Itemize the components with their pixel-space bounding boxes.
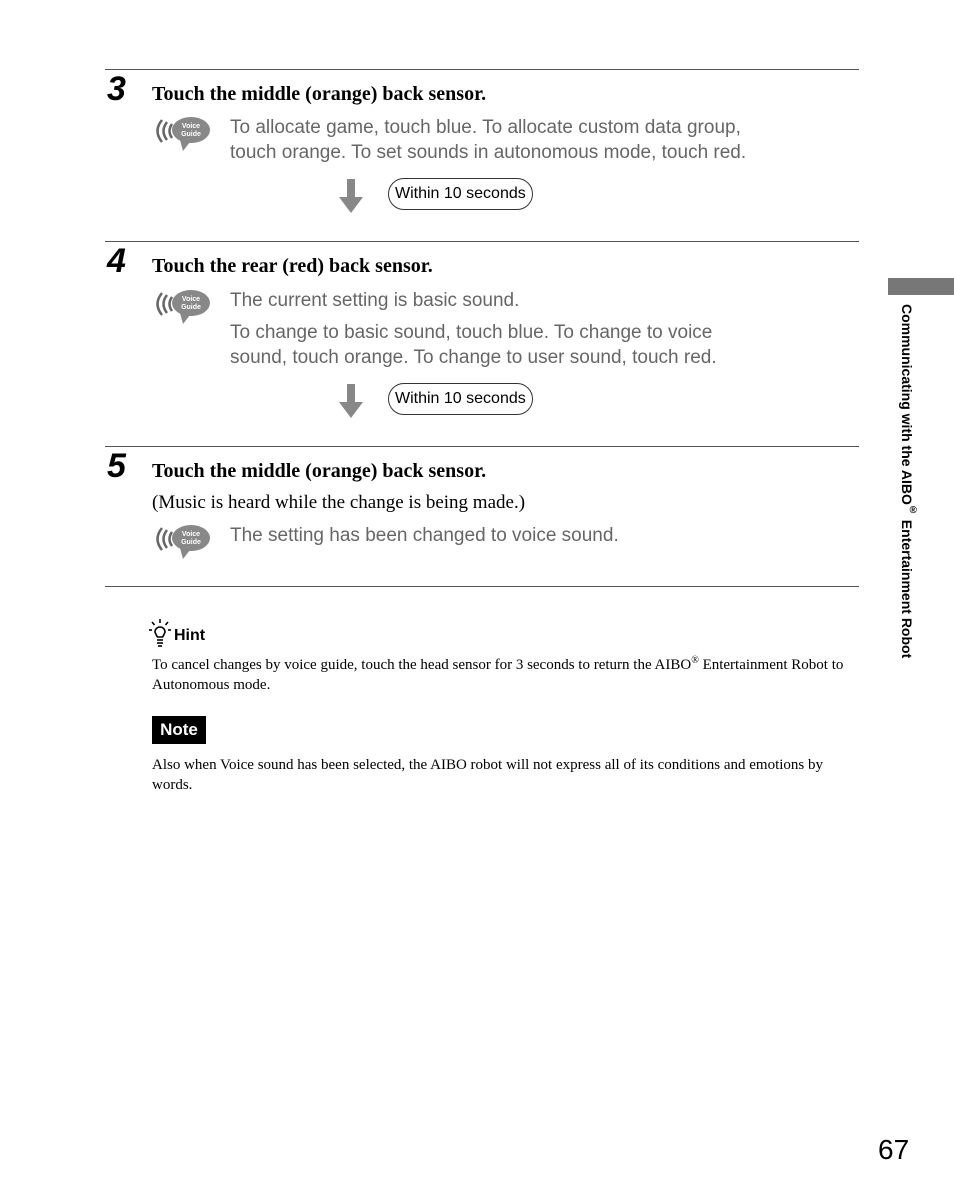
- step-number: 4: [107, 242, 126, 280]
- voice-guide-icon-label: Voice: [181, 296, 201, 303]
- note-text: Also when Voice sound has been selected, the AIBO robot will not express all of its conditions and emotions by words.: [152, 757, 824, 793]
- hint-label: Hint: [174, 627, 206, 644]
- chapter-tab: [888, 278, 954, 295]
- section-divider: [105, 586, 859, 587]
- down-arrow-icon: [338, 384, 364, 420]
- voice-guide-text: [230, 288, 830, 370]
- hint-text: [152, 651, 862, 695]
- timer-badge: Within 10 seconds: [388, 383, 533, 415]
- voice-guide-icon-label: Guide: [181, 539, 201, 546]
- guide-line: sound, touch orange. To change to user sound, touch red.: [230, 347, 717, 368]
- chapter-title: [898, 304, 922, 658]
- step-title: Touch the middle (orange) back sensor.: [152, 460, 487, 482]
- chapter-title-main: Communicating with the AIBO: [899, 304, 915, 505]
- step-note: (Music is heard while the change is being made.): [152, 492, 526, 513]
- section-divider: [105, 69, 859, 70]
- guide-line: touch orange. To set sounds in autonomous mode, touch red.: [230, 142, 747, 163]
- section-divider: [105, 446, 859, 447]
- hint-heading: [148, 618, 205, 648]
- timer-badge: Within 10 seconds: [388, 178, 533, 210]
- hint-text-end: Entertainment Robot to Autonomous mode.: [152, 657, 844, 693]
- guide-line: The setting has been changed to voice sound.: [230, 525, 619, 546]
- voice-guide-icon-label: Voice: [181, 531, 201, 538]
- note-label: Note: [152, 716, 206, 744]
- page-number: 67: [878, 1134, 910, 1165]
- down-arrow-icon: [338, 179, 364, 215]
- voice-guide-icon-label: Guide: [181, 131, 201, 138]
- voice-guide-icon: [150, 114, 214, 154]
- step-title: Touch the rear (red) back sensor.: [152, 255, 433, 277]
- step-number: 5: [107, 447, 126, 485]
- guide-line: The current setting is basic sound.: [230, 290, 520, 311]
- chapter-title-end: Entertainment Robot: [899, 515, 915, 659]
- section-divider: [105, 241, 859, 242]
- guide-line: To change to basic sound, touch blue. To change to voice: [230, 322, 713, 343]
- registered-mark: ®: [691, 655, 699, 666]
- guide-line: To allocate game, touch blue. To allocate custom data group,: [230, 117, 741, 138]
- hint-text-main: To cancel changes by voice guide, touch the head sensor for 3 seconds to return the AIBO: [152, 657, 692, 673]
- voice-guide-icon-label: Guide: [181, 304, 201, 311]
- step-title: Touch the middle (orange) back sensor.: [152, 83, 487, 105]
- registered-mark: ®: [907, 504, 919, 516]
- voice-guide-icon: [150, 522, 214, 562]
- step-number: 3: [107, 70, 126, 108]
- voice-guide-icon-label: Voice: [181, 123, 201, 130]
- voice-guide-icon: [150, 287, 214, 327]
- voice-guide-text: [230, 523, 830, 548]
- voice-guide-text: [230, 115, 830, 165]
- lightbulb-icon: [148, 618, 172, 648]
